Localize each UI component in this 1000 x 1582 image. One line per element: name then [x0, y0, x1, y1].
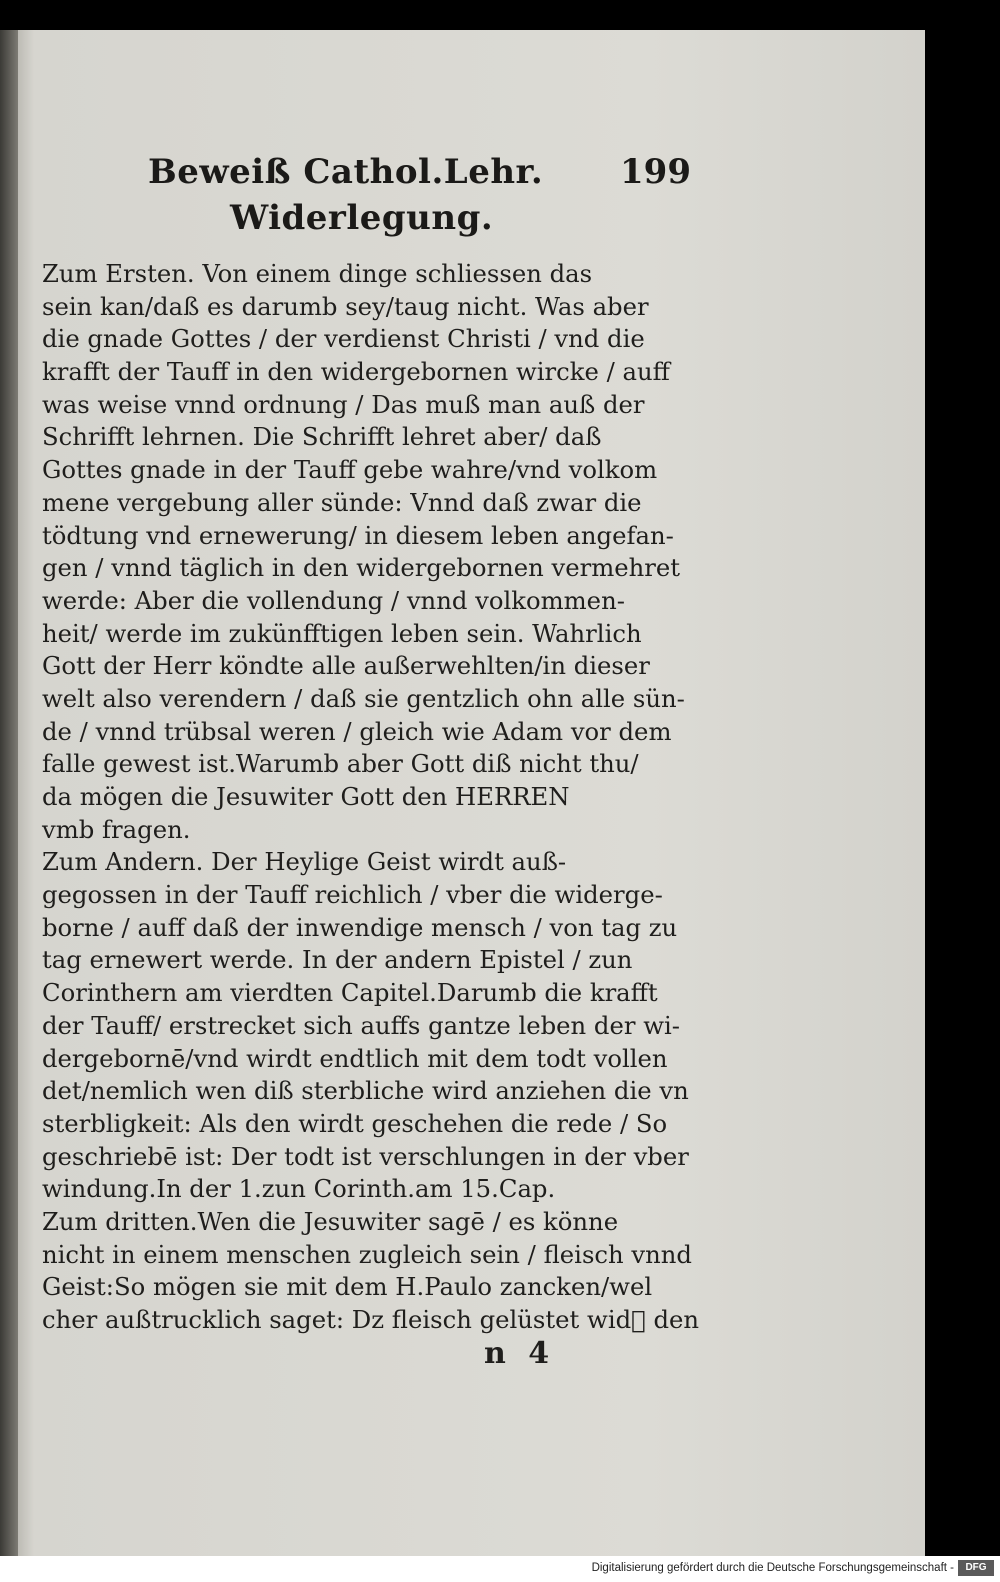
text-line: Corinthern am vierdten Capitel.Darumb die krafft — [42, 978, 658, 1008]
text-line: heit/ werde im zukünfftigen leben sein. Wahrlich — [42, 618, 642, 648]
text-line: Gott der Herr köndte alle außerwehlten/in dieser — [42, 651, 650, 681]
text-line: sterbligkeit: Als den wirdt geschehen die rede / So — [42, 1108, 668, 1138]
text-line: dergebornē/vnd wirdt endtlich mit dem todt vollen — [42, 1043, 668, 1073]
text-line: mene vergebung aller sünde: Vnnd daß zwar die — [42, 487, 642, 517]
signature-mark: n 4 — [484, 1336, 556, 1371]
text-line: windung.In der 1.zun Corinth.am 15.Cap. — [42, 1174, 556, 1204]
text-line: krafft der Tauff in den widergebornen wircke / auff — [42, 357, 670, 387]
text-line: geschriebē ist: Der todt ist verschlungen in der vber — [42, 1141, 689, 1171]
text-line: die gnade Gottes / der verdienst Christi / vnd die — [42, 324, 645, 354]
text-line: cher außtrucklich saget: Dz fleisch gelüstet wid᷑ den — [42, 1305, 700, 1334]
text-line: falle gewest ist.Warumb aber Gott diß nicht thu/ — [42, 749, 639, 779]
text-line: nicht in einem menschen zugleich sein / fleisch vnnd — [42, 1239, 692, 1269]
text-line: borne / auff daß der inwendige mensch / von tag zu — [42, 912, 678, 942]
funding-notice: Digitalisierung gefördert durch die Deutsche Forschungsgemeinschaft - — [591, 1562, 954, 1574]
text-line: Gottes gnade in der Tauff gebe wahre/vnd volkom — [42, 455, 658, 485]
text-line: det/nemlich wen diß sterbliche wird anziehen die vn — [42, 1076, 689, 1106]
text-line: vmb fragen. — [42, 814, 191, 844]
text-line: de / vnnd trübsal weren / gleich wie Adam vor dem — [42, 716, 672, 746]
text-line: werde: Aber die vollendung / vnnd volkommen- — [42, 585, 625, 615]
text-line: gegossen in der Tauff reichlich / vber die widerge- — [42, 880, 663, 910]
text-line: Schrifft lehrnen. Die Schrifft lehret aber/ daß — [42, 422, 602, 452]
text-line: Zum dritten.Wen die Jesuwiter sagē / es könne — [42, 1206, 619, 1236]
page-header — [0, 152, 925, 202]
text-line: der Tauff/ erstrecket sich auffs gantze leben der wi- — [42, 1010, 680, 1040]
book-spine-shadow — [0, 30, 18, 1556]
running-title: Beweiß Cathol.Lehr. — [148, 152, 544, 192]
text-line: gen / vnnd täglich in den widergebornen vermehret — [42, 553, 681, 583]
text-line: Zum Ersten. Von einem dinge schliessen das — [42, 259, 593, 288]
dfg-logo: DFG — [958, 1560, 994, 1576]
text-line: sein kan/daß es darumb sey/taug nicht. Was aber — [42, 291, 649, 321]
text-line: Geist:So mögen sie mit dem H.Paulo zancken/wel — [42, 1272, 653, 1302]
text-line: da mögen die Jesuwiter Gott den HERREN — [42, 782, 570, 811]
text-line: welt also verendern / daß sie gentzlich ohn alle sün- — [42, 683, 685, 713]
text-line: tag ernewert werde. In der andern Epistel / zun — [42, 945, 633, 975]
section-heading: Widerlegung. — [230, 198, 494, 238]
body-text — [42, 258, 700, 1337]
text-line: Zum Andern. Der Heylige Geist wirdt auß- — [42, 847, 567, 877]
text-line: tödtung vnd ernewerung/ in diesem leben angefan- — [42, 520, 674, 550]
footer-bar — [0, 1556, 1000, 1582]
page-number: 199 — [620, 152, 691, 192]
text-line: was weise vnnd ordnung / Das muß man auß der — [42, 389, 645, 419]
